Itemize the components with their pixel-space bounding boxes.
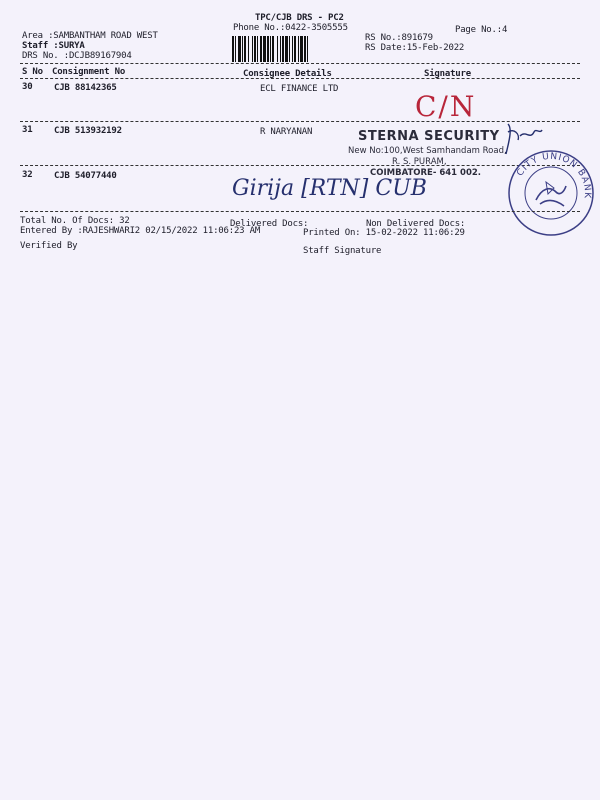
stamp-address-line2: R. S. PURAM, (392, 157, 447, 167)
phone-number: Phone No.:0422-3505555 (233, 23, 348, 33)
printed-on: Printed On: 15-02-2022 11:06:29 (303, 228, 465, 238)
row-consignment: CJB 54077440 (54, 171, 117, 181)
barcode (232, 36, 358, 62)
column-signature: Signature (424, 69, 471, 79)
header-divider-bottom (20, 78, 580, 79)
entered-by: Entered By :RAJESHWARI2 02/15/2022 11:06:23 AM (20, 226, 261, 236)
total-docs: Total No. Of Docs: 32 (20, 216, 130, 226)
document-title: TPC/CJB DRS - PC2 (255, 13, 344, 23)
stamp-address-line1: New No:100,West Samhandam Road, (348, 146, 507, 156)
non-delivered-docs: Non Delivered Docs: (366, 219, 466, 229)
stamp-company-name: STERNA SECURITY (358, 129, 500, 144)
table-divider-bottom (20, 211, 580, 212)
staff-signature: Staff Signature (303, 246, 382, 256)
row-divider (20, 165, 580, 166)
rs-date: RS Date:15-Feb-2022 (365, 43, 465, 53)
handwritten-receiver-note: Girija [RTN] CUB (232, 176, 427, 201)
bank-seal (506, 148, 596, 238)
column-consignee: Consignee Details (243, 69, 332, 79)
row-consignment: CJB 88142365 (54, 83, 117, 93)
header-divider-top (20, 63, 580, 64)
row-consignee: ECL FINANCE LTD (260, 84, 339, 94)
row-sno: 30 (22, 82, 33, 92)
delivered-docs: Delivered Docs: (230, 219, 309, 229)
verified-by: Verified By (20, 241, 78, 251)
rs-number: RS No.:891679 (365, 33, 433, 43)
page-number: Page No.:4 (455, 25, 508, 35)
staff-label: Staff :SURYA (22, 41, 85, 51)
row-sno: 31 (22, 125, 33, 135)
drs-number: DRS No. :DCJB89167904 (22, 51, 132, 61)
seal-text: CITY UNION BANK (515, 151, 593, 200)
row-sno: 32 (22, 170, 33, 180)
column-sno: S No (22, 67, 43, 77)
row-consignee: R NARYANAN (260, 127, 313, 137)
row-divider (20, 121, 580, 122)
column-consignment: Consignment No (52, 67, 126, 77)
stamp-address-line3: COIMBATORE- 641 002. (370, 168, 482, 178)
row-consignment: CJB 513932192 (54, 126, 122, 136)
handwritten-cn: C/N (415, 90, 477, 123)
area-label: Area :SAMBANTHAM ROAD WEST (22, 31, 158, 41)
